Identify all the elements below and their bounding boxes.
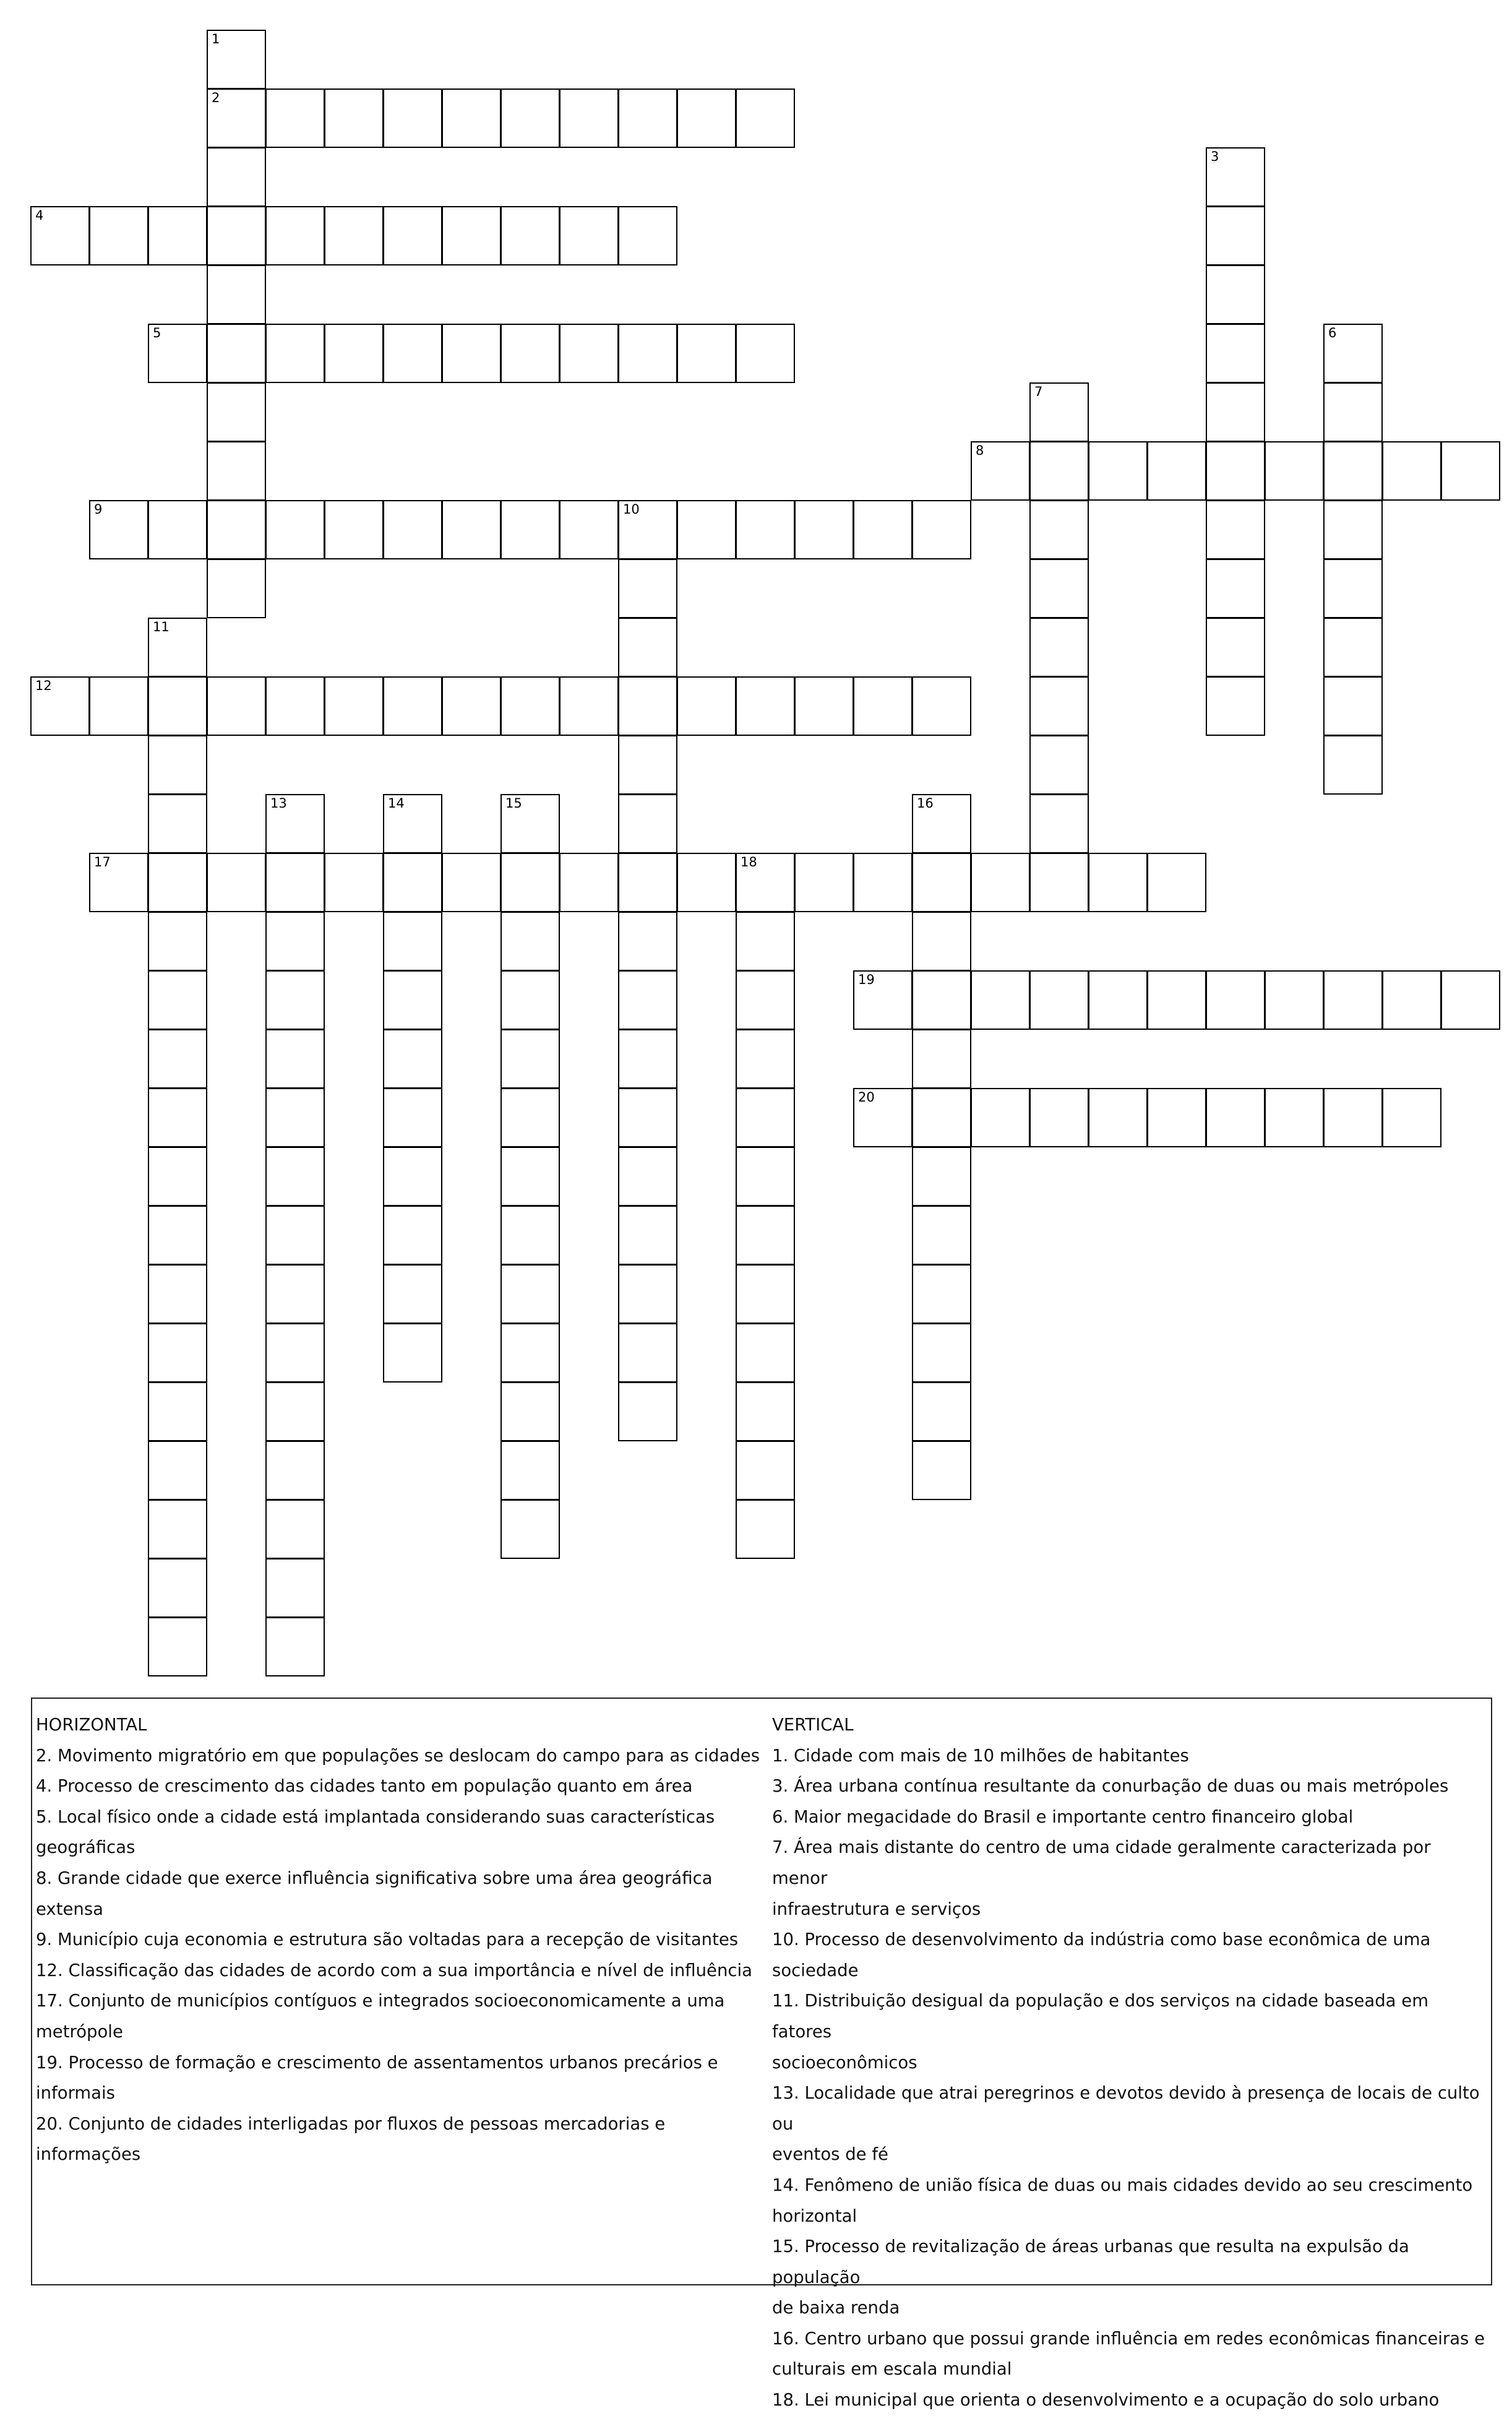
grid-cell[interactable] xyxy=(265,912,325,971)
grid-cell[interactable] xyxy=(442,676,501,736)
grid-cell[interactable] xyxy=(265,1323,325,1383)
grid-cell[interactable] xyxy=(148,735,207,795)
grid-cell[interactable] xyxy=(618,1206,677,1265)
grid-cell[interactable] xyxy=(148,1088,207,1147)
clue-line: 14. Fenômeno de união física de duas ou mais cidades devido ao seu crescimento xyxy=(772,2175,1473,2195)
clue-line: socioeconômicos xyxy=(772,2052,917,2073)
grid-cell[interactable] xyxy=(265,1617,325,1676)
grid-cell[interactable] xyxy=(1029,676,1089,736)
grid-cell[interactable] xyxy=(89,676,148,736)
clue-line: 3. Área urbana contínua resultante da conurbação de duas ou mais metrópoles xyxy=(772,1776,1449,1797)
grid-cell[interactable] xyxy=(971,1088,1030,1147)
grid-cell[interactable] xyxy=(736,500,795,559)
grid-cell-7[interactable] xyxy=(1029,382,1089,442)
grid-cell[interactable] xyxy=(1029,970,1089,1030)
grid-cell[interactable] xyxy=(677,676,736,736)
grid-cell[interactable] xyxy=(1147,970,1206,1030)
grid-cell[interactable] xyxy=(383,1029,442,1089)
grid-cell[interactable] xyxy=(618,559,677,618)
grid-cell[interactable] xyxy=(912,853,971,912)
grid-cell[interactable] xyxy=(148,1029,207,1089)
grid-cell[interactable] xyxy=(1029,559,1089,618)
grid-cell[interactable] xyxy=(1206,265,1265,324)
grid-cell[interactable] xyxy=(148,1147,207,1206)
grid-cell[interactable] xyxy=(500,1147,560,1206)
grid-cell[interactable] xyxy=(912,1264,971,1324)
clue-line: 2. Movimento migratório em que populações se deslocam do campo para as cidades xyxy=(36,1745,760,1766)
grid-cell[interactable] xyxy=(500,206,560,265)
grid-cell[interactable] xyxy=(1088,970,1148,1030)
grid-cell[interactable] xyxy=(1206,500,1265,559)
grid-cell[interactable] xyxy=(677,88,736,148)
grid-cell[interactable] xyxy=(1088,1088,1148,1147)
clue-line: eventos de fé xyxy=(772,2144,888,2165)
grid-cell[interactable] xyxy=(148,500,207,559)
grid-cell[interactable] xyxy=(912,676,971,736)
grid-cell[interactable] xyxy=(148,970,207,1030)
grid-cell[interactable] xyxy=(265,1499,325,1559)
grid-cell[interactable] xyxy=(912,912,971,971)
horizontal-title: HORIZONTAL xyxy=(36,1715,147,1735)
grid-cell[interactable] xyxy=(618,206,677,265)
grid-cell[interactable] xyxy=(618,853,677,912)
grid-cell[interactable] xyxy=(265,1147,325,1206)
grid-cell-3[interactable] xyxy=(1206,147,1265,207)
clue-number: 18 xyxy=(741,855,757,869)
clue-line: 19. Processo de formação e crescimento de assentamentos urbanos precários e xyxy=(36,2052,718,2073)
grid-cell[interactable] xyxy=(324,676,384,736)
grid-cell[interactable] xyxy=(1323,735,1383,795)
grid-cell[interactable] xyxy=(442,500,501,559)
horizontal-clues xyxy=(36,1710,772,2170)
grid-cell[interactable] xyxy=(500,1088,560,1147)
grid-cell[interactable] xyxy=(207,147,266,207)
grid-cell[interactable] xyxy=(148,912,207,971)
clue-line: 6. Maior megacidade do Brasil e importante centro financeiro global xyxy=(772,1806,1354,1827)
grid-cell-16[interactable] xyxy=(912,794,971,853)
grid-cell[interactable] xyxy=(265,88,325,148)
grid-cell[interactable] xyxy=(618,912,677,971)
grid-cell[interactable] xyxy=(383,970,442,1030)
grid-cell[interactable] xyxy=(265,1029,325,1089)
grid-cell[interactable] xyxy=(1323,970,1383,1030)
grid-cell[interactable] xyxy=(148,1206,207,1265)
grid-cell[interactable] xyxy=(736,1206,795,1265)
grid-cell[interactable] xyxy=(148,1499,207,1559)
grid-cell[interactable] xyxy=(794,676,854,736)
clue-line: 11. Distribuição desigual da população e dos serviços na cidade baseada em fatores xyxy=(772,1991,1428,2042)
clue-number: 14 xyxy=(388,796,405,811)
grid-cell[interactable] xyxy=(148,1558,207,1618)
clue-line: horizontal xyxy=(772,2206,857,2226)
grid-cell[interactable] xyxy=(500,88,560,148)
grid-cell[interactable] xyxy=(442,206,501,265)
grid-cell[interactable] xyxy=(1029,794,1089,853)
grid-cell[interactable] xyxy=(736,1499,795,1559)
grid-cell[interactable] xyxy=(1265,441,1324,501)
grid-cell[interactable] xyxy=(1441,441,1500,501)
grid-cell[interactable] xyxy=(1441,970,1500,1030)
clue-number: 1 xyxy=(212,32,220,46)
clue-number: 11 xyxy=(153,619,170,634)
grid-cell[interactable] xyxy=(265,1206,325,1265)
grid-cell[interactable] xyxy=(618,1088,677,1147)
grid-cell[interactable] xyxy=(324,500,384,559)
clue-number: 4 xyxy=(35,208,44,223)
clue-number: 9 xyxy=(94,502,103,517)
clue-number: 13 xyxy=(270,796,287,811)
grid-cell[interactable] xyxy=(207,853,266,912)
grid-cell[interactable] xyxy=(618,88,677,148)
grid-cell[interactable] xyxy=(618,794,677,853)
grid-cell[interactable] xyxy=(736,676,795,736)
grid-cell[interactable] xyxy=(677,500,736,559)
grid-cell[interactable] xyxy=(1206,206,1265,265)
grid-cell[interactable] xyxy=(618,676,677,736)
grid-cell[interactable] xyxy=(383,1147,442,1206)
grid-cell-1[interactable] xyxy=(207,30,266,89)
grid-cell[interactable] xyxy=(1382,970,1441,1030)
grid-cell[interactable] xyxy=(1382,1088,1441,1147)
grid-cell[interactable] xyxy=(912,1441,971,1500)
grid-cell[interactable] xyxy=(1323,382,1383,442)
grid-cell[interactable] xyxy=(618,1382,677,1441)
grid-cell[interactable] xyxy=(618,1264,677,1324)
clue-line: 17. Conjunto de municípios contíguos e integrados socioeconomicamente a uma xyxy=(36,1991,725,2011)
grid-cell[interactable] xyxy=(207,500,266,559)
grid-cell[interactable] xyxy=(853,853,913,912)
grid-cell-11[interactable] xyxy=(148,618,207,677)
grid-cell[interactable] xyxy=(265,206,325,265)
grid-cell-13[interactable] xyxy=(265,794,325,853)
grid-cell[interactable] xyxy=(736,1088,795,1147)
grid-cell[interactable] xyxy=(1265,970,1324,1030)
grid-cell[interactable] xyxy=(1029,618,1089,677)
clue-number: 17 xyxy=(94,855,111,869)
grid-cell[interactable] xyxy=(559,324,619,383)
grid-cell[interactable] xyxy=(442,853,501,912)
grid-cell[interactable] xyxy=(1323,441,1383,501)
grid-cell[interactable] xyxy=(912,1088,971,1147)
clue-number: 15 xyxy=(505,796,522,811)
clue-line: 9. Município cuja economia e estrutura são voltadas para a recepção de visitantes xyxy=(36,1930,739,1950)
grid-cell-14[interactable] xyxy=(383,794,442,853)
grid-cell-2[interactable] xyxy=(207,88,266,148)
grid-cell[interactable] xyxy=(148,1441,207,1500)
clue-line: 12. Classificação das cidades de acordo com a sua importância e nível de influência xyxy=(36,1960,752,1980)
grid-cell[interactable] xyxy=(383,500,442,559)
clue-line: 4. Processo de crescimento das cidades tanto em população quanto em área xyxy=(36,1776,693,1797)
grid-cell[interactable] xyxy=(853,676,913,736)
clue-line: extensa xyxy=(36,1899,104,1919)
grid-cell[interactable] xyxy=(912,1147,971,1206)
grid-cell[interactable] xyxy=(1206,324,1265,383)
grid-cell[interactable] xyxy=(1206,970,1265,1030)
grid-cell[interactable] xyxy=(559,676,619,736)
clue-number: 20 xyxy=(858,1090,875,1105)
grid-cell[interactable] xyxy=(383,1206,442,1265)
grid-cell-17[interactable] xyxy=(89,853,148,912)
grid-cell[interactable] xyxy=(148,206,207,265)
clue-number: 5 xyxy=(153,326,161,340)
grid-cell[interactable] xyxy=(1029,500,1089,559)
grid-cell[interactable] xyxy=(500,1499,560,1559)
grid-cell[interactable] xyxy=(500,912,560,971)
grid-cell[interactable] xyxy=(265,1264,325,1324)
grid-cell[interactable] xyxy=(148,794,207,853)
grid-cell[interactable] xyxy=(265,970,325,1030)
clue-number: 7 xyxy=(1034,384,1043,399)
grid-cell-8[interactable] xyxy=(971,441,1030,501)
clue-number: 10 xyxy=(623,502,640,517)
grid-cell[interactable] xyxy=(677,853,736,912)
grid-cell[interactable] xyxy=(1206,441,1265,501)
grid-cell[interactable] xyxy=(1323,676,1383,736)
grid-cell[interactable] xyxy=(1206,559,1265,618)
grid-cell[interactable] xyxy=(1265,1088,1324,1147)
grid-cell[interactable] xyxy=(912,1206,971,1265)
grid-cell-5[interactable] xyxy=(148,324,207,383)
grid-cell-18[interactable] xyxy=(736,853,795,912)
grid-cell[interactable] xyxy=(1088,441,1148,501)
grid-cell[interactable] xyxy=(500,500,560,559)
clue-line: 10. Processo de desenvolvimento da indústria como base econômica de uma sociedade xyxy=(772,1930,1431,1980)
grid-cell[interactable] xyxy=(736,1147,795,1206)
clue-number: 16 xyxy=(917,796,934,811)
clue-line: 1. Cidade com mais de 10 milhões de habitantes xyxy=(772,1745,1189,1766)
grid-cell[interactable] xyxy=(324,324,384,383)
grid-cell-19[interactable] xyxy=(853,970,913,1030)
grid-cell[interactable] xyxy=(677,324,736,383)
grid-cell[interactable] xyxy=(324,88,384,148)
grid-cell[interactable] xyxy=(207,265,266,324)
grid-cell[interactable] xyxy=(1323,1088,1383,1147)
clue-line: 8. Grande cidade que exerce influência significativa sobre uma área geográfica xyxy=(36,1868,713,1888)
grid-cell-4[interactable] xyxy=(30,206,90,265)
clue-number: 6 xyxy=(1328,326,1337,340)
grid-cell[interactable] xyxy=(1206,676,1265,736)
grid-cell[interactable] xyxy=(265,853,325,912)
grid-cell[interactable] xyxy=(148,1617,207,1676)
clue-line: geográficas xyxy=(36,1837,135,1858)
grid-cell[interactable] xyxy=(1206,618,1265,677)
grid-cell[interactable] xyxy=(1147,1088,1206,1147)
grid-cell[interactable] xyxy=(794,500,854,559)
vertical-clues xyxy=(772,1710,1490,2416)
grid-cell[interactable] xyxy=(1206,382,1265,442)
clue-line: 15. Processo de revitalização de áreas urbanas que resulta na expulsão da população xyxy=(772,2237,1409,2287)
grid-cell[interactable] xyxy=(383,1264,442,1324)
clue-line: metrópole xyxy=(36,2021,123,2042)
grid-cell-20[interactable] xyxy=(853,1088,913,1147)
grid-cell[interactable] xyxy=(736,1323,795,1383)
grid-cell[interactable] xyxy=(383,912,442,971)
clue-number: 19 xyxy=(858,972,875,987)
clue-line: 20. Conjunto de cidades interligadas por fluxos de pessoas mercadorias e informações xyxy=(36,2113,666,2165)
grid-cell[interactable] xyxy=(148,1323,207,1383)
grid-cell[interactable] xyxy=(1323,559,1383,618)
grid-cell[interactable] xyxy=(618,324,677,383)
clue-line: informais xyxy=(36,2083,116,2103)
grid-cell[interactable] xyxy=(1323,500,1383,559)
clue-number: 8 xyxy=(976,443,984,458)
grid-cell[interactable] xyxy=(736,1029,795,1089)
grid-cell[interactable] xyxy=(500,1382,560,1441)
clue-line: 18. Lei municipal que orienta o desenvolvimento e a ocupação do solo urbano xyxy=(772,2390,1440,2410)
grid-cell[interactable] xyxy=(912,970,971,1030)
grid-cell[interactable] xyxy=(618,735,677,795)
clue-number: 3 xyxy=(1211,149,1219,164)
grid-cell[interactable] xyxy=(383,206,442,265)
grid-cell[interactable] xyxy=(1382,441,1441,501)
grid-cell[interactable] xyxy=(148,853,207,912)
grid-cell[interactable] xyxy=(442,324,501,383)
grid-cell[interactable] xyxy=(265,500,325,559)
grid-cell[interactable] xyxy=(736,912,795,971)
grid-cell[interactable] xyxy=(618,1147,677,1206)
grid-cell[interactable] xyxy=(618,970,677,1030)
grid-cell[interactable] xyxy=(500,676,560,736)
grid-cell[interactable] xyxy=(383,324,442,383)
grid-cell[interactable] xyxy=(618,1029,677,1089)
grid-cell[interactable] xyxy=(971,853,1030,912)
grid-cell[interactable] xyxy=(736,88,795,148)
grid-cell[interactable] xyxy=(383,676,442,736)
grid-cell[interactable] xyxy=(148,1382,207,1441)
grid-cell[interactable] xyxy=(1029,1088,1089,1147)
grid-cell[interactable] xyxy=(265,1088,325,1147)
clue-number: 2 xyxy=(212,90,220,105)
grid-cell[interactable] xyxy=(383,1323,442,1383)
grid-cell[interactable] xyxy=(500,1206,560,1265)
grid-cell[interactable] xyxy=(500,970,560,1030)
grid-cell[interactable] xyxy=(1147,853,1206,912)
grid-cell[interactable] xyxy=(324,853,384,912)
clue-number: 12 xyxy=(35,678,52,693)
grid-cell[interactable] xyxy=(324,206,384,265)
grid-cell[interactable] xyxy=(912,1382,971,1441)
grid-cell[interactable] xyxy=(1147,441,1206,501)
grid-cell[interactable] xyxy=(1206,1088,1265,1147)
grid-cell-6[interactable] xyxy=(1323,324,1383,383)
grid-cell[interactable] xyxy=(207,206,266,265)
clue-line: 13. Localidade que atrai peregrinos e devotos devido à presença de locais de culto ou xyxy=(772,2083,1480,2134)
grid-cell-9[interactable] xyxy=(89,500,148,559)
grid-cell[interactable] xyxy=(500,1323,560,1383)
grid-cell[interactable] xyxy=(265,1558,325,1618)
grid-cell[interactable] xyxy=(148,1264,207,1324)
grid-cell[interactable] xyxy=(736,1441,795,1500)
grid-cell[interactable] xyxy=(559,88,619,148)
clue-line: 16. Centro urbano que possui grande influência em redes econômicas financeiras e xyxy=(772,2328,1485,2349)
grid-cell[interactable] xyxy=(265,676,325,736)
grid-cell[interactable] xyxy=(794,853,854,912)
grid-cell[interactable] xyxy=(912,1323,971,1383)
grid-cell[interactable] xyxy=(89,206,148,265)
grid-cell[interactable] xyxy=(500,1264,560,1324)
grid-cell[interactable] xyxy=(618,618,677,677)
grid-cell[interactable] xyxy=(912,500,971,559)
grid-cell[interactable] xyxy=(207,676,266,736)
grid-cell[interactable] xyxy=(912,1029,971,1089)
grid-cell[interactable] xyxy=(207,382,266,442)
grid-cell[interactable] xyxy=(618,1323,677,1383)
grid-cell[interactable] xyxy=(265,1441,325,1500)
grid-cell[interactable] xyxy=(265,324,325,383)
clue-line: 7. Área mais distante do centro de uma cidade geralmente caracterizada por menor xyxy=(772,1837,1431,1888)
grid-cell[interactable] xyxy=(736,324,795,383)
grid-cell[interactable] xyxy=(383,88,442,148)
grid-cell[interactable] xyxy=(442,88,501,148)
grid-cell-12[interactable] xyxy=(30,676,90,736)
grid-cell[interactable] xyxy=(1029,441,1089,501)
grid-cell[interactable] xyxy=(736,1264,795,1324)
grid-cell[interactable] xyxy=(1323,618,1383,677)
grid-cell[interactable] xyxy=(1088,853,1148,912)
vertical-title: VERTICAL xyxy=(772,1715,854,1735)
grid-cell[interactable] xyxy=(559,853,619,912)
grid-cell[interactable] xyxy=(383,853,442,912)
clues-box xyxy=(31,1698,1492,2410)
grid-cell[interactable] xyxy=(500,1441,560,1500)
clue-line: de baixa renda xyxy=(772,2298,900,2318)
grid-cell[interactable] xyxy=(207,441,266,501)
grid-cell[interactable] xyxy=(559,500,619,559)
grid-cell[interactable] xyxy=(736,970,795,1030)
grid-cell[interactable] xyxy=(1029,853,1089,912)
clue-line: culturais em escala mundial xyxy=(772,2359,1012,2379)
grid-cell-15[interactable] xyxy=(500,794,560,853)
grid-cell[interactable] xyxy=(559,206,619,265)
grid-cell[interactable] xyxy=(1029,735,1089,795)
grid-cell[interactable] xyxy=(265,1382,325,1441)
grid-cell[interactable] xyxy=(148,676,207,736)
grid-cell[interactable] xyxy=(500,853,560,912)
grid-cell[interactable] xyxy=(853,500,913,559)
grid-cell[interactable] xyxy=(207,559,266,618)
grid-cell[interactable] xyxy=(383,1088,442,1147)
grid-cell[interactable] xyxy=(971,970,1030,1030)
grid-cell[interactable] xyxy=(736,1382,795,1441)
grid-cell[interactable] xyxy=(500,324,560,383)
grid-cell[interactable] xyxy=(500,1029,560,1089)
grid-cell-10[interactable] xyxy=(618,500,677,559)
grid-cell[interactable] xyxy=(207,324,266,383)
clue-line: 5. Local físico onde a cidade está implantada considerando suas características xyxy=(36,1806,715,1827)
clue-line: infraestrutura e serviços xyxy=(772,1899,981,1919)
